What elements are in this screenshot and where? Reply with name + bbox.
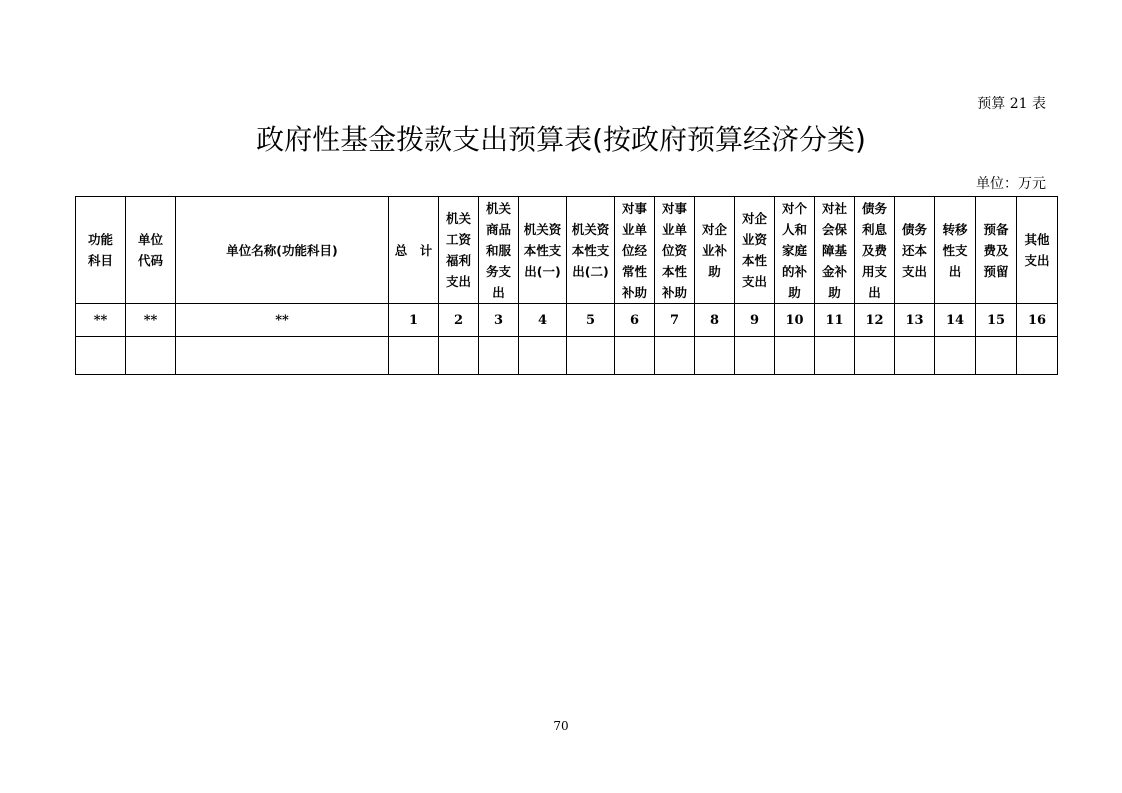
header-cell-c2: 机关 商品 和服 务支 出 — [479, 197, 519, 304]
page-title: 政府性基金拨款支出预算表(按政府预算经济分类) — [256, 123, 866, 156]
number-cell: 6 — [615, 304, 655, 337]
empty-data-row — [76, 337, 1058, 375]
header-cell-unit-code: 单位 代码 — [126, 197, 176, 304]
data-cell — [735, 337, 775, 375]
header-cell-unit-name: 单位名称(功能科目) — [176, 197, 389, 304]
number-cell: ** — [176, 304, 389, 337]
number-cell: 13 — [895, 304, 935, 337]
data-cell — [479, 337, 519, 375]
header-cell-c13: 转移 性支 出 — [935, 197, 976, 304]
header-cell-c4: 机关资 本性支 出(二) — [567, 197, 615, 304]
number-cell: 5 — [567, 304, 615, 337]
data-cell — [815, 337, 855, 375]
data-cell — [775, 337, 815, 375]
number-cell: 12 — [855, 304, 895, 337]
data-cell — [855, 337, 895, 375]
header-cell-c15: 其他 支出 — [1017, 197, 1058, 304]
data-cell — [655, 337, 695, 375]
data-cell — [935, 337, 976, 375]
header-cell-c14: 预备 费及 预留 — [976, 197, 1017, 304]
number-cell: 8 — [695, 304, 735, 337]
header-cell-c9: 对个 人和 家庭 的补 助 — [775, 197, 815, 304]
column-number-row — [76, 304, 1058, 337]
data-cell — [567, 337, 615, 375]
data-cell — [695, 337, 735, 375]
number-cell: 4 — [519, 304, 567, 337]
unit-label: 单位：万元 — [976, 176, 1046, 192]
number-cell: ** — [76, 304, 126, 337]
data-cell — [76, 337, 126, 375]
number-cell: 1 — [389, 304, 439, 337]
number-cell: 7 — [655, 304, 695, 337]
header-cell-total: 总 计 — [389, 197, 439, 304]
header-row — [76, 197, 1058, 304]
data-cell — [976, 337, 1017, 375]
number-cell: 10 — [775, 304, 815, 337]
number-cell: ** — [126, 304, 176, 337]
number-cell: 15 — [976, 304, 1017, 337]
number-cell: 3 — [479, 304, 519, 337]
data-cell — [176, 337, 389, 375]
header-cell-c5: 对事 业单 位经 常性 补助 — [615, 197, 655, 304]
header-cell-c11: 债务 利息 及费 用支 出 — [855, 197, 895, 304]
budget-table — [75, 196, 1058, 375]
data-cell — [389, 337, 439, 375]
data-cell — [895, 337, 935, 375]
number-cell: 11 — [815, 304, 855, 337]
number-cell: 16 — [1017, 304, 1058, 337]
header-cell-c12: 债务 还本 支出 — [895, 197, 935, 304]
number-cell: 9 — [735, 304, 775, 337]
data-cell — [1017, 337, 1058, 375]
header-cell-c8: 对企 业资 本性 支出 — [735, 197, 775, 304]
header-cell-c3: 机关资 本性支 出(一) — [519, 197, 567, 304]
data-cell — [439, 337, 479, 375]
data-cell — [519, 337, 567, 375]
form-number: 预算 21 表 — [977, 96, 1046, 112]
data-cell — [615, 337, 655, 375]
number-cell: 14 — [935, 304, 976, 337]
number-cell: 2 — [439, 304, 479, 337]
header-cell-c10: 对社 会保 障基 金补 助 — [815, 197, 855, 304]
data-cell — [126, 337, 176, 375]
page-number: 70 — [553, 719, 569, 733]
header-cell-c1: 机关 工资 福利 支出 — [439, 197, 479, 304]
header-cell-c6: 对事 业单 位资 本性 补助 — [655, 197, 695, 304]
header-cell-c7: 对企 业补 助 — [695, 197, 735, 304]
header-cell-function-subject: 功能 科目 — [76, 197, 126, 304]
